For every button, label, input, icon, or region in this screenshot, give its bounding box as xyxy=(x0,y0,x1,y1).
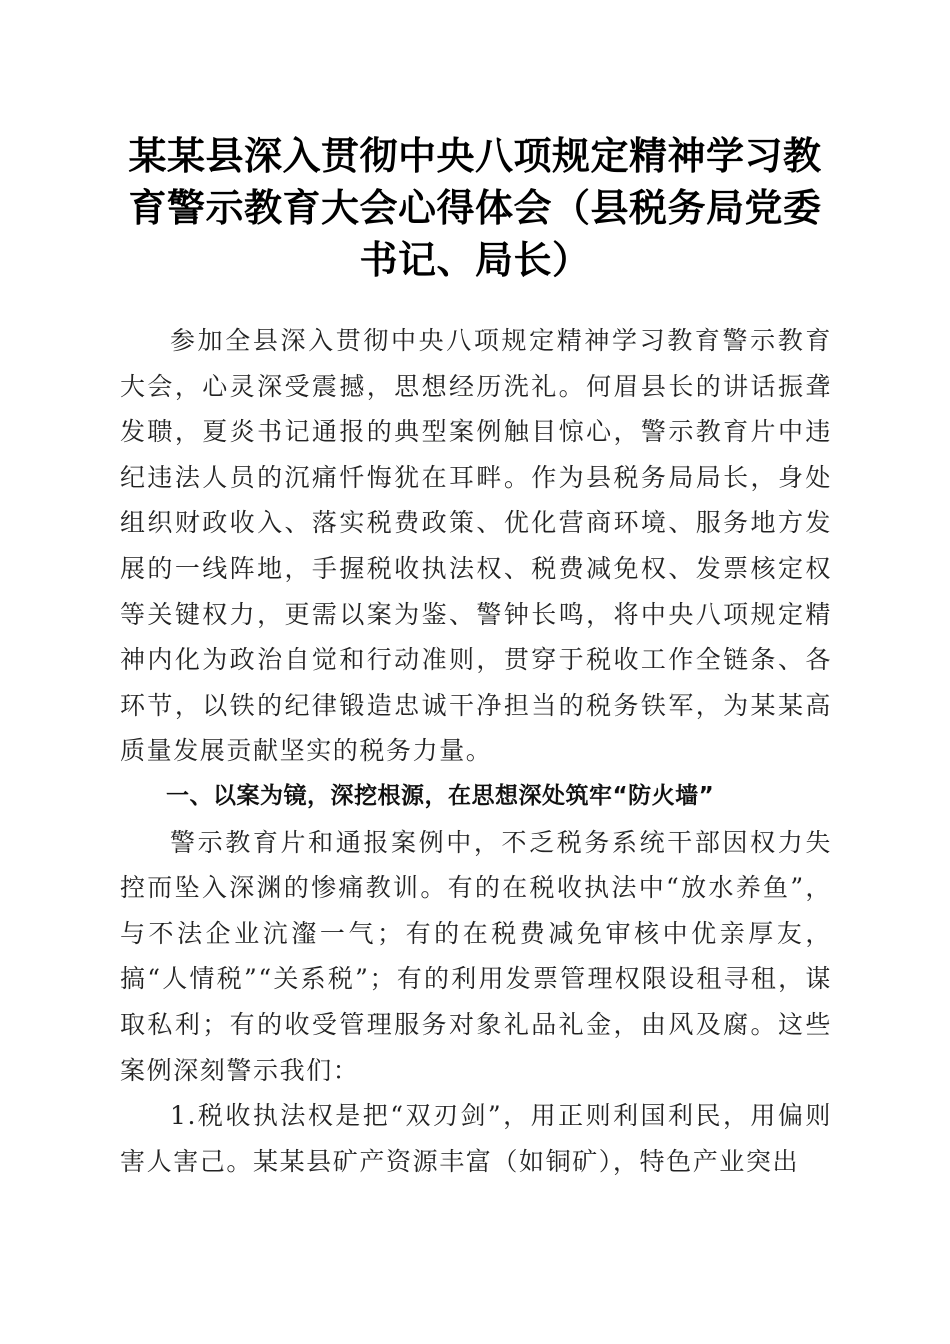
section-heading-1: 一、以案为镜，深挖根源，在思想深处筑牢“防火墙” xyxy=(166,782,715,809)
document-body xyxy=(120,318,832,1184)
section-1-point-1: 1.税收执法权是把“双刃剑”，用正则利国利民，用偏则害人害己。某某县矿产资源丰富（如铜矿），特色产业突出 xyxy=(120,1101,832,1176)
intro-paragraph: 参加全县深入贯彻中央八项规定精神学习教育警示教育大会，心灵深受震撼，思想经历洗礼。何眉县长的讲话振聋发聩，夏炎书记通报的典型案例触目惊心，警示教育片中违纪违法人员的沉痛忏悔犹在耳畔。作为县税务局局长，身处组织财政收入、落实税费政策、优化营商环境、服务地方发展的一线阵地，手握税收执法权、税费减免权、发票核定权等关键权力，更需以案为鉴、警钟长鸣，将中央八项规定精神内化为政治自觉和行动准则，贯穿于税收工作全链条、各环节，以铁的纪律锻造忠诚干净担当的税务铁军，为某某高质量发展贡献坚实的税务力量。 xyxy=(120,326,832,766)
section-1-paragraph: 警示教育片和通报案例中，不乏税务系统干部因权力失控而坠入深渊的惨痛教训。有的在税收执法中“放水养鱼”，与不法企业沆瀣一气；有的在税费减免审核中优亲厚友，搞“人情税”“关系税”；有的利用发票管理权限设租寻租，谋取私利；有的收受管理服务对象礼品礼金，由风及腐。这些案例深刻警示我们： xyxy=(120,827,832,1085)
document-title: 某某县深入贯彻中央八项规定精神学习教育警示教育大会心得体会（县税务局党委书记、局长） xyxy=(128,133,822,282)
